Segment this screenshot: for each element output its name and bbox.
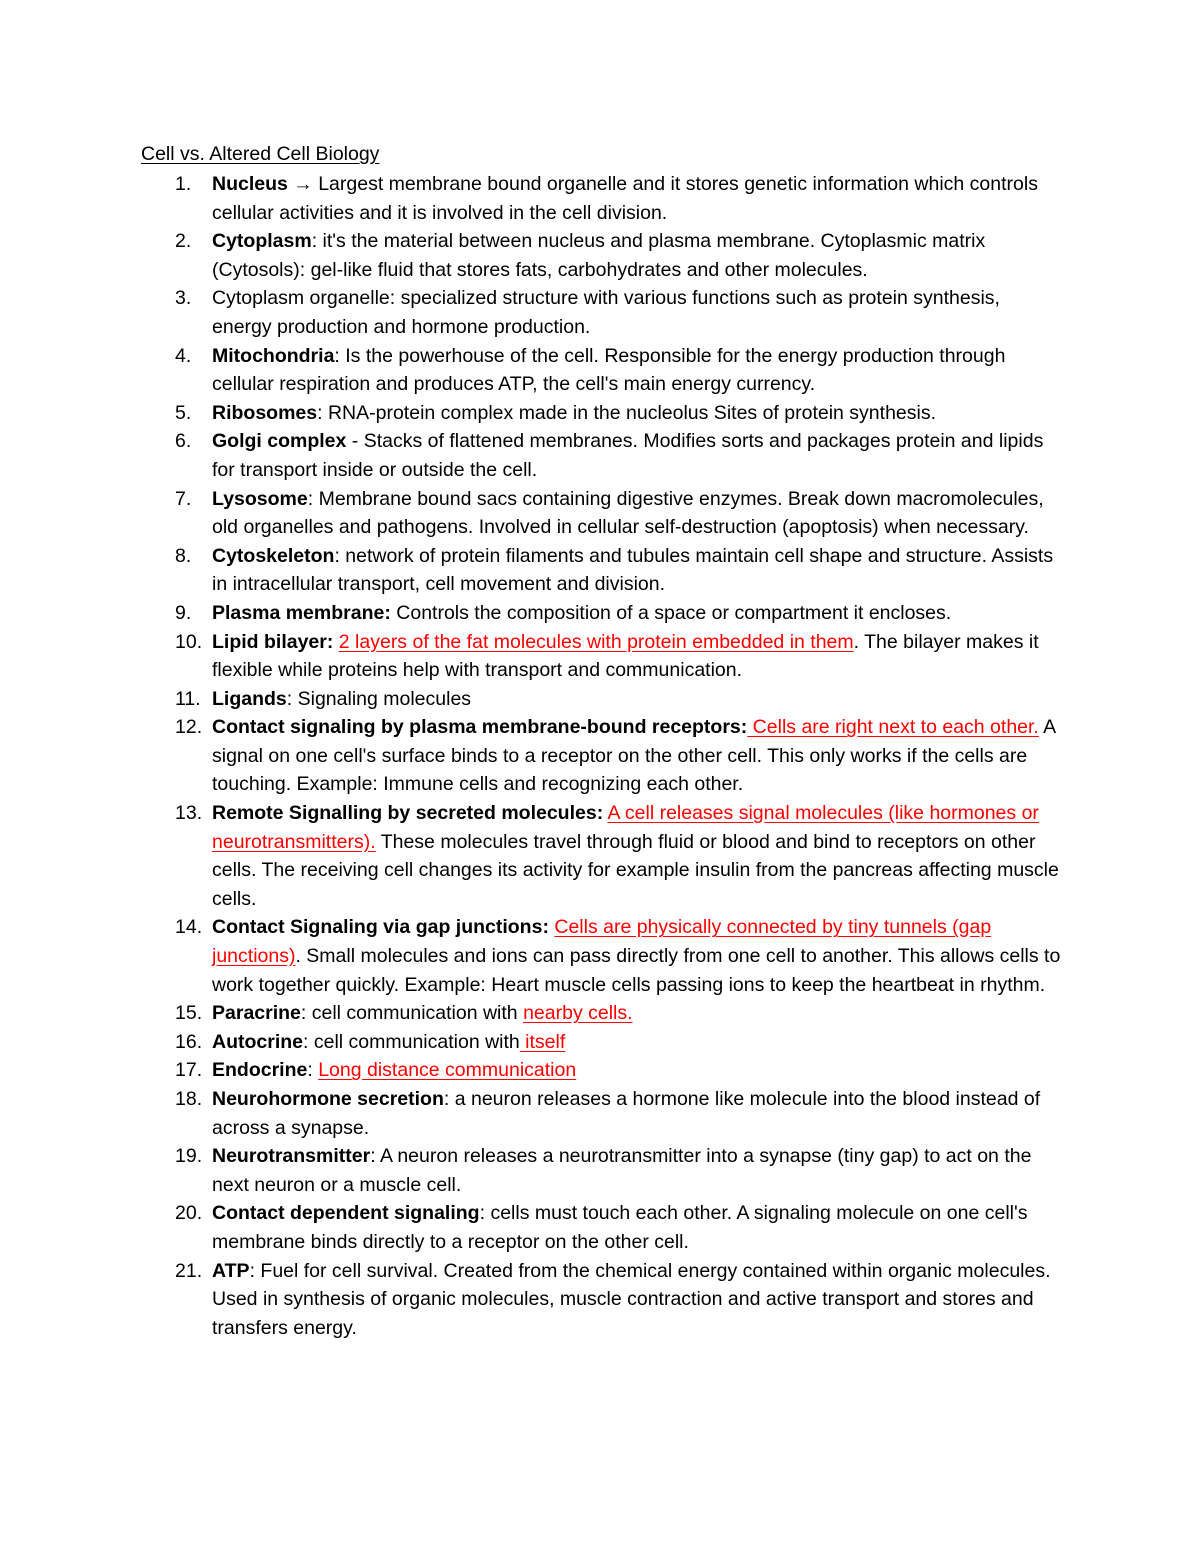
item-description: A signal on one cell's surface binds to a receptor on the other cell. This only works if the cells are touching. Example: Immune cells and recognizing each other. [212, 716, 1056, 796]
item-number: 13. [175, 802, 203, 825]
item-description: it's the material between nucleus and plasma membrane. Cytoplasmic matrix (Cytosols): gel-like fluid that stores fats, carbohydrates and other molecules. [212, 230, 986, 281]
item-number: 12. [175, 716, 203, 739]
item-separator: : [443, 1088, 455, 1110]
item-underlined-phrase: itself [519, 1030, 566, 1053]
item-underlined-phrase: 2 layers of the fat molecules with protein embedded in them [338, 630, 854, 653]
item-term: Autocrine [212, 1030, 304, 1053]
item-term: Remote Signalling by secreted molecules: [212, 802, 604, 825]
item-separator: : [249, 1259, 261, 1282]
list-item [141, 913, 1061, 999]
item-number: 16. [175, 1030, 203, 1053]
item-number: 3. [175, 287, 192, 310]
list-item [141, 399, 1061, 428]
item-separator: : [307, 1059, 319, 1082]
item-number: 6. [175, 430, 192, 453]
list-item [141, 1257, 1061, 1343]
list-item [141, 427, 1061, 484]
item-term: Cytoplasm [212, 230, 312, 253]
list-item [141, 685, 1061, 714]
item-number: 14. [175, 916, 203, 939]
item-number: 20. [175, 1202, 203, 1225]
item-term: Neurotransmitter [212, 1145, 371, 1168]
item-number: 21. [175, 1259, 203, 1282]
item-number: 11. [175, 687, 201, 710]
item-number: 7. [175, 487, 192, 510]
list-item [141, 1056, 1061, 1085]
item-description: Signaling molecules [297, 687, 472, 710]
item-description: Fuel for cell survival. Created from the chemical energy contained within organic molecules. Used in synthesis of organic molecules, muscle contraction and active transport and stores and transfers energy. [212, 1259, 1051, 1339]
item-separator: : [311, 230, 323, 253]
item-description: Stacks of flattened membranes. Modifies sorts and packages protein and lipids for transport inside or outside the cell. [212, 430, 1044, 481]
item-term: Contact dependent signaling [212, 1202, 480, 1225]
item-separator: - [346, 430, 364, 453]
item-description: Membrane bound sacs containing digestive enzymes. Break down macromolecules, old organelles and pathogens. Involved in cellular self-destruction (apoptosis) when necessary. [212, 487, 1044, 539]
item-number: 1. [175, 173, 192, 195]
item-underlined-phrase: Long distance communication [318, 1059, 577, 1082]
list-item [141, 1028, 1061, 1057]
item-separator: : [286, 687, 298, 710]
item-description: These molecules travel through fluid or blood and bind to receptors on other cells. The receiving cell changes its activity for example insulin from the pancreas affecting muscle cells. [212, 830, 1059, 910]
item-description: network of protein filaments and tubules maintain cell shape and structure. Assists in intracellular transport, cell movement and division. [212, 544, 1054, 596]
item-description: RNA-protein complex made in the nucleolus Sites of protein synthesis. [327, 401, 937, 424]
item-number: 8. [175, 544, 192, 567]
item-underlined-phrase: Cells are physically connected by tiny tunnels (gap junctions) [212, 916, 992, 968]
item-separator: : cell communication with [300, 1002, 524, 1025]
document-title: Cell vs. Altered Cell Biology [141, 143, 380, 165]
item-term: ATP [212, 1259, 250, 1282]
item-description: A neuron releases a neurotransmitter into a synapse (tiny gap) to act on the next neuron or a muscle cell. [212, 1145, 1032, 1196]
item-separator: : cell communication with [303, 1030, 520, 1053]
item-underlined-phrase: A cell releases signal molecules (like hormones or neurotransmitters). [212, 802, 1039, 853]
item-number: 9. [175, 601, 192, 624]
item-term: Ribosomes [212, 401, 318, 424]
item-term: Endocrine [212, 1059, 308, 1082]
item-term: Paracrine [212, 1002, 301, 1025]
item-number: 15. [175, 1002, 203, 1025]
item-number: 18. [175, 1088, 203, 1110]
list-item [141, 542, 1061, 599]
item-term: Ligands [212, 687, 287, 710]
item-separator: : [317, 401, 328, 424]
list-item [141, 485, 1061, 542]
item-term: Golgi complex [212, 430, 347, 453]
definition-list [141, 170, 1061, 1342]
item-description: . Small molecules and ions can pass directly from one cell to another. This allows cells to work together quickly. Example: Heart muscle cells passing ions to keep the heartbeat in rhythm. [212, 945, 1061, 996]
item-description: cells must touch each other. A signaling molecule on one cell's membrane binds directly to a receptor on the other cell. [212, 1202, 1028, 1253]
item-description: a neuron releases a hormone like molecule into the blood instead of across a synapse. [212, 1088, 1041, 1139]
item-separator: : [334, 544, 346, 567]
item-underlined-phrase: Cells are right next to each other. [747, 716, 1039, 739]
item-separator: : [307, 487, 319, 510]
item-term: Nucleus [212, 173, 288, 195]
item-term: Mitochondria [212, 344, 335, 367]
item-separator: : [370, 1145, 380, 1168]
item-separator: : [334, 344, 346, 367]
item-description: Largest membrane bound organelle and it stores genetic information which controls cellular activities and it is involved in the cell division. [212, 173, 1038, 224]
item-description: Cytoplasm organelle: specialized structure with various functions such as protein synthesis, energy production and hormone production. [212, 287, 1000, 338]
item-number: 4. [175, 344, 192, 367]
list-item [141, 227, 1061, 284]
item-term: Lysosome [212, 487, 308, 510]
item-description: Is the powerhouse of the cell. Responsible for the energy production through cellular respiration and produces ATP, the cell's main energy currency. [212, 344, 1006, 396]
list-item [141, 342, 1061, 399]
list-item [141, 999, 1061, 1028]
item-description: Controls the composition of a space or compartment it encloses. [396, 601, 952, 624]
item-number: 2. [175, 230, 192, 253]
list-item [141, 1085, 1061, 1142]
list-item [141, 713, 1061, 799]
list-item [141, 628, 1061, 685]
item-separator: : [479, 1202, 491, 1225]
item-description: . The bilayer makes it flexible while proteins help with transport and communication. [212, 630, 1039, 682]
item-term: Contact signaling by plasma membrane-bound receptors: [212, 716, 748, 739]
list-item [141, 1199, 1061, 1256]
item-separator: → [287, 173, 319, 195]
item-term: Contact Signaling via gap junctions: [212, 916, 549, 939]
item-number: 17. [175, 1059, 203, 1082]
list-item [141, 284, 1061, 341]
item-number: 10. [175, 630, 203, 653]
list-item [141, 1142, 1061, 1199]
item-term: Lipid bilayer: [212, 630, 334, 653]
item-term: Plasma membrane: [212, 601, 391, 624]
item-term: Cytoskeleton [212, 544, 335, 567]
item-number: 5. [175, 401, 192, 424]
item-number: 19. [175, 1145, 203, 1168]
list-item [141, 599, 1061, 628]
item-term: Neurohormone secretion [212, 1088, 444, 1110]
document-page [141, 140, 1061, 1342]
list-item [141, 170, 1061, 227]
item-underlined-phrase: nearby cells. [523, 1002, 633, 1025]
list-item [141, 799, 1061, 913]
